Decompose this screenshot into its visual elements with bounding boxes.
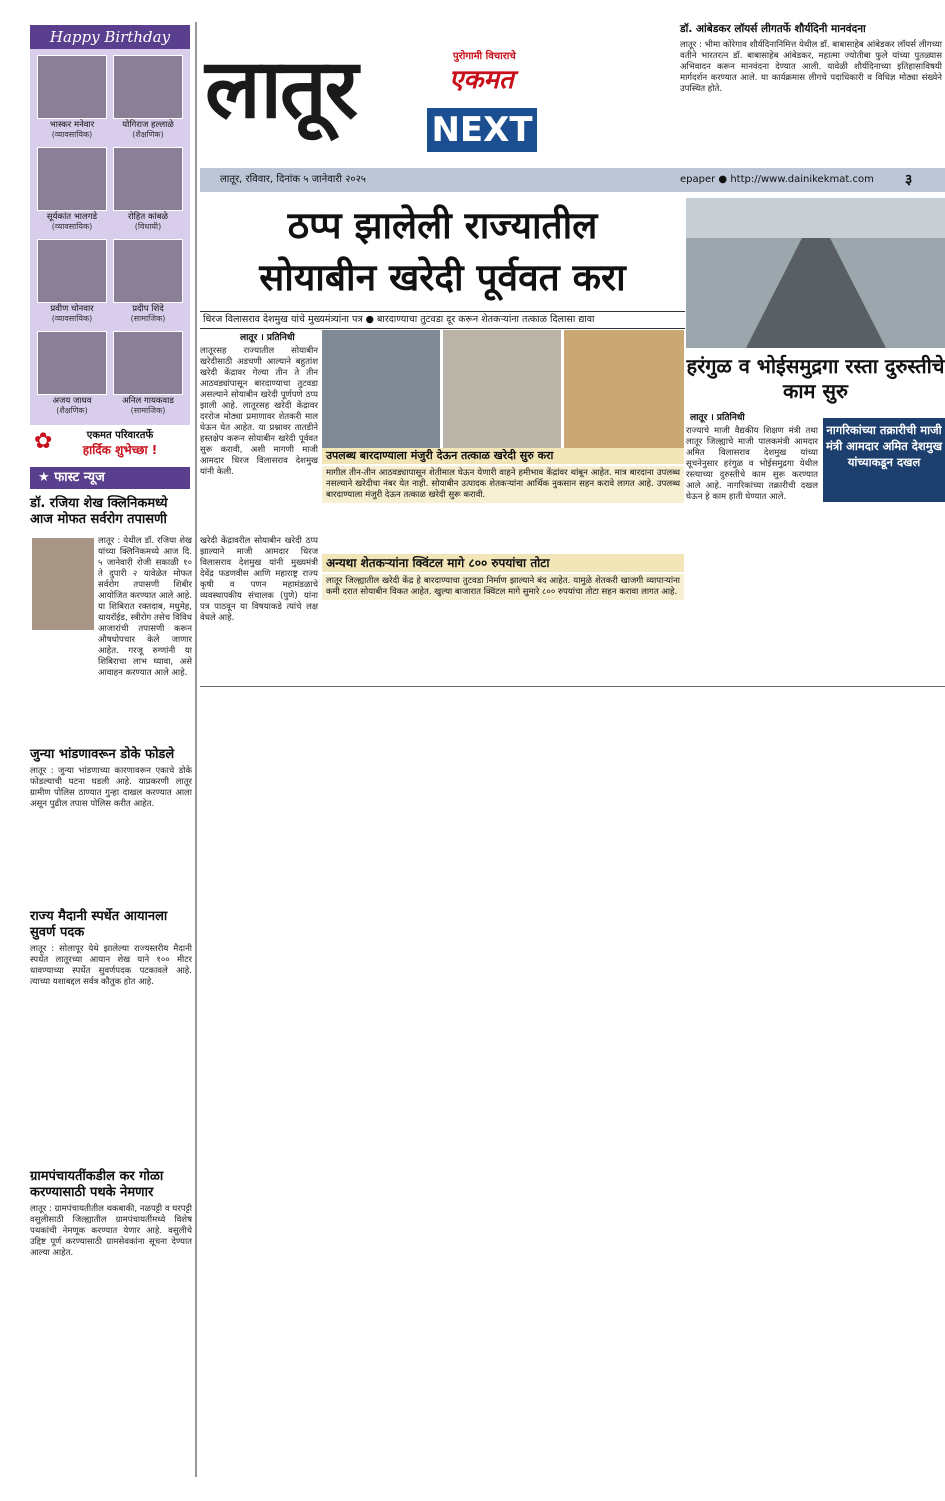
lead-callout-body: मागील तीन-तीन आठवड्यापासून शेतीमाल घेऊन येणारी वाहने हमीभाव केंद्रांवर थांबून आहेत. मात्र बारदाना उपलब्ध नसल्याने खरेदीचा नंबर येत नाही. सोयाबीन उत्पादक शेतकऱ्यांना आर्थिक नुकसान सहन करावे लागत आहे. उपलब्ध बारदाण्याला मंजुरी देऊन तत्काळ खरेदी सुरू करावी.: [322, 466, 684, 503]
avatar: [113, 331, 183, 395]
lead-subhead: धिरज विलासराव देशमुख यांचे मुख्यमंत्र्यांना पत्र ● बारदाण्याचा तुटवडा दूर करून शेतकऱ्यांना तत्काळ दिलासा द्यावा: [200, 311, 685, 329]
lead-callout-title: अन्यथा शेतकऱ्यांना क्विंटल मागे ८०० रुपयांचा तोटा: [322, 554, 684, 572]
birthday-box: [30, 25, 190, 425]
logo-latur: लातूर: [205, 42, 357, 137]
logo-tagline: पुरोगामी विचाराचे: [453, 51, 516, 62]
news-headline: जुन्या भांडणावरून डोके फोडले: [30, 747, 175, 762]
news-body: लातूर : येथील डॉ. रजिया शेख यांच्या क्लिनिकमध्ये आज दि. ५ जानेवारी रोजी सकाळी १० ते दुपारी २ यावेळेत मोफत सर्वरोग तपासणी शिबीर आयोजित करण्यात आले आहे. या शिबिरात रक्तदाब, मधुमेह, थायरॉईड, स्त्रीरोग तसेच विविध आजारांची तपासणी करून औषधोपचार केले जाणार आहेत. गरजू रुग्णांनी या शिबिराचा लाभ घ्यावा, असे आवाहन करण्यात आले आहे.: [98, 536, 192, 678]
news-body: लातूर : जुन्या भांडणाच्या कारणावरून एकाचे डोके फोडल्याची घटना घडली आहे. याप्रकरणी लातूर ग्रामीण पोलिस ठाण्यात गुन्हा दाखल करण्यात आला असून पुढील तपास पोलिस करीत आहेत.: [30, 766, 192, 809]
fast-news-header: ★ फास्ट न्यूज: [30, 467, 190, 489]
logo-ekmat: एकमत: [449, 65, 514, 95]
lead-photos: [322, 330, 684, 448]
doctor-photo: [32, 538, 94, 630]
birthday-person: रोहित कांबळे (विधायी): [112, 147, 184, 231]
page-number: ३: [905, 172, 913, 188]
news-body: लातूर : भीमा कोरेगाव शौर्यदिनानिमित्त येथील डॉ. बाबासाहेब आंबेडकर लॉयर्स लीगच्या वतीने भारतरत्न डॉ. बाबासाहेब आंबेडकर, महात्मा ज्योतीबा फुले यांच्या पुतळ्यास अभिवादन करून मानवंदना देण्यात आली. यावेळी शौर्यदिनाच्या इतिहासाविषयी मार्गदर्शन करण्यात आले. या कार्यक्रमास लीगचे पदाधिकारी व विधिज्ञ मोठ्या संख्येने उपस्थित होते.: [680, 40, 942, 94]
soybean-photo: [564, 330, 684, 448]
birthday-person: प्रवीण चोनवार (व्यावसायिक): [36, 239, 108, 323]
star-icon: ★: [38, 470, 55, 485]
road-highlight-box: नागरिकांच्या तक्रारीची माजी मंत्री आमदार अमित देशमुख यांच्याकडून दखल: [823, 418, 945, 502]
news-headline: डॉ. रजिया शेख क्लिनिकमध्ये आज मोफत सर्वरोग तपासणी: [30, 496, 168, 527]
portrait-photo: [322, 330, 440, 448]
left-sidebar: [0, 22, 197, 1477]
avatar: [113, 239, 183, 303]
birthday-person: अनिल गायकवाड (सामाजिक): [112, 331, 184, 415]
news-body: लातूर : सोलापूर येथे झालेल्या राज्यस्तरीय मैदानी स्पर्धेत लातूरच्या आयान शेख याने १०० मीटर धावण्याच्या स्पर्धेत सुवर्णपदक पटकावले आहे. त्याच्या यशाबद्दल सर्वत्र कौतुक होत आहे.: [30, 944, 192, 987]
avatar: [113, 147, 183, 211]
right-top-story: [680, 22, 945, 162]
epaper-link[interactable]: epaper ● http://www.dainikekmat.com: [680, 174, 874, 185]
avatar: [113, 55, 183, 119]
lead-headline: ठप्प झालेली राज्यातील सोयाबीन खरेदी पूर्ववत करा: [259, 204, 626, 299]
birthday-person: भास्कर मनेवार (व्यावसायिक): [36, 55, 108, 139]
bouquet-icon: ✿: [34, 429, 53, 454]
birthday-person: अजय जाधव (शैक्षणिक): [36, 331, 108, 415]
byline: लातूर । प्रतिनिधी: [690, 413, 745, 423]
road-photo: [686, 198, 945, 348]
lead-body: लातूरसह राज्यातील सोयाबीन खरेदीसाठी अडचणी आल्याने बहुतांश खरेदी केंद्रावर गेल्या तीन ते तीन आठवड्यांपासून बारदाण्याचा तुटवडा असल्याने सोयाबीन खरेदी पूर्णपणे ठप्प झाली आहे. लातूरसह खरेदी केंद्रावर दररोज मोठ्या प्रमाणावर शेतकरी माल घेऊन येत आहेत. या प्रश्नावर तातडीने हस्तक्षेप करून सोयाबीन खरेदी पूर्ववत सुरू करावी, अशी मागणी माजी आमदार धिरज विलासराव देशमुख यांनी केली.: [200, 346, 318, 477]
divider: [200, 686, 945, 687]
byline: लातूर । प्रतिनिधी: [240, 333, 295, 343]
news-headline: ग्रामपंचायतींकडील कर गोळा करण्यासाठी पथके नेमणार: [30, 1169, 164, 1200]
lead-body: खरेदी केंद्रावरील सोयाबीन खरेदी ठप्प झाल्याने माजी आमदार धिरज विलासराव देशमुख यांनी मुख्यमंत्री देवेंद्र फडणवीस आणि महाराष्ट्र राज्य कृषी व पणन महामंडळाचे व्यवस्थापकीय संचालक (पुणे) यांना पत्र पाठवून या विषयाकडे त्यांचे लक्ष वेधले आहे.: [200, 536, 318, 623]
avatar: [37, 331, 107, 395]
birthday-title: Happy Birthday: [30, 25, 190, 49]
news-body-continued: [30, 634, 192, 744]
news-body: लातूर : ग्रामपंचायतीतील थकबाकी, नळपट्टी व घरपट्टी वसुलीसाठी जिल्ह्यातील ग्रामपंचायतींमध्ये विशेष पथकांची नेमणूक करण्यात येणार आहे. वसुलीचे उद्दिष्ट पूर्ण करण्यासाठी ग्रामसेवकांना सूचना देण्यात आल्या आहेत.: [30, 1204, 192, 1258]
avatar: [37, 147, 107, 211]
dateline-bar: [200, 168, 945, 192]
dateline: लातूर, रविवार, दिनांक ५ जानेवारी २०२५: [220, 174, 367, 185]
sacks-photo: [443, 330, 561, 448]
masthead-logo: [205, 40, 675, 160]
avatar: [37, 239, 107, 303]
birthday-wish: ✿ एकमत परिवारतर्फे हार्दिक शुभेच्छा !: [34, 429, 158, 457]
road-body: राज्याचे माजी वैद्यकीय शिक्षण मंत्री तथा लातूर जिल्ह्याचे माजी पालकमंत्री आमदार अमित विलासराव देशमुख यांच्या सूचनेनुसार हरंगुळ व भोईसमुद्रगा येथील रस्त्याच्या दुरुस्तीचे काम सुरू करण्यात आले आहे. नागरिकांच्या तक्रारीची दखल घेऊन हे काम हाती घेण्यात आले.: [686, 426, 818, 502]
birthday-person: सूर्यकांत भालगडे (व्यावसायिक): [36, 147, 108, 231]
lead-callout-body: लातूर जिल्ह्यातील खरेदी केंद्र हे बारदाण्याचा तुटवडा निर्माण झाल्याने बंद आहेत. यामुळे शेतकरी खाजगी व्यापाऱ्यांना कमी दरात सोयाबीन विकत आहेत. खुल्या बाजारात क्विंटल मागे सुमारे ८०० रुपयांचा तोटा सहन करावा लागत आहे.: [322, 574, 684, 600]
news-headline: डॉ. आंबेडकर लॉयर्स लीगतर्फे शौर्यदिनी मानवंदना: [680, 23, 866, 35]
birthday-person: प्रदीप शिंदे (सामाजिक): [112, 239, 184, 323]
avatar: [37, 55, 107, 119]
road-headline: हरंगुळ व भोईसमुद्रगा रस्ता दुरुस्तीचे काम सुरु: [686, 354, 945, 403]
logo-next: NEXT: [427, 108, 537, 152]
birthday-person: योगिराज हल्लाळे (शैक्षणिक): [112, 55, 184, 139]
lead-callout-title: उपलब्ध बारदाण्याला मंजुरी देऊन तत्काळ खरेदी सुरु करा: [322, 448, 684, 464]
news-headline: राज्य मैदानी स्पर्धेत आयानला सुवर्ण पदक: [30, 909, 168, 940]
